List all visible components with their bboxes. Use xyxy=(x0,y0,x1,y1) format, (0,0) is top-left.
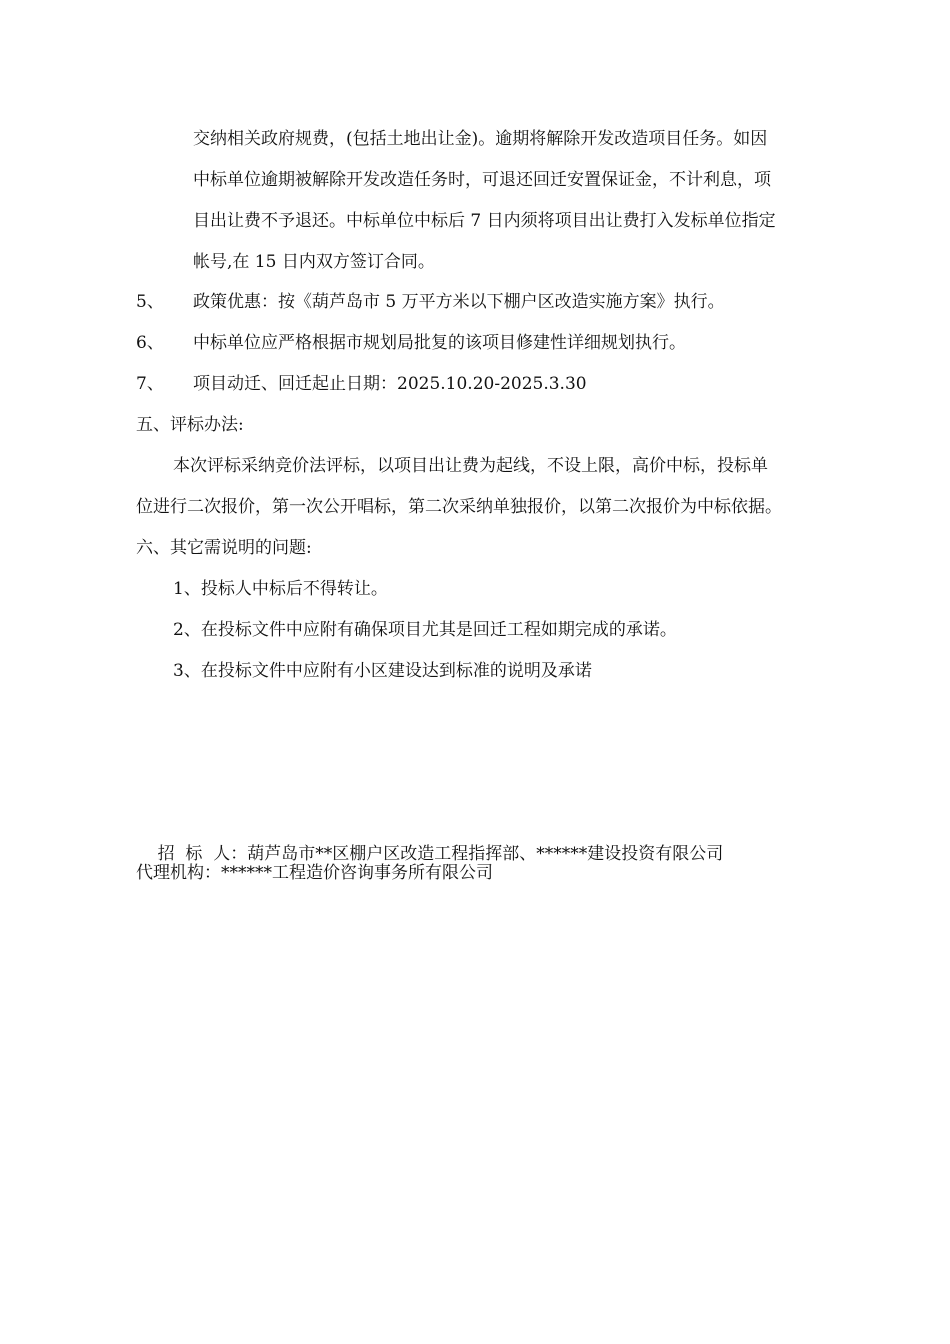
item-number: 6、 xyxy=(136,333,164,353)
body-text-line: 位进行二次报价，第一次公开唱标，第二次采纳单独报价，以第二次报价为中标依据。 xyxy=(136,497,782,517)
agent-value: ******工程造价咨询事务所有限公司 xyxy=(221,863,493,883)
item-text: 政策优惠：按《葫芦岛市 5 万平方米以下棚户区改造实施方案》执行。 xyxy=(193,292,725,312)
section-heading: 五、评标办法: xyxy=(136,415,244,435)
body-text-line: 中标单位逾期被解除开发改造任务时，可退还回迁安置保证金，不计利息，项 xyxy=(193,170,771,190)
tenderer-value: 葫芦岛市**区棚户区改造工程指挥部、******建设投资有限公司 xyxy=(247,844,724,864)
item-text: 项目动迁、回迁起止日期：2025.10.20-2025.3.30 xyxy=(193,374,587,394)
item-text: 中标单位应严格根据市规划局批复的该项目修建性详细规划执行。 xyxy=(193,333,686,353)
body-text-line: 帐号,在 15 日内双方签订合同。 xyxy=(193,252,435,272)
item-number: 5、 xyxy=(136,292,164,312)
body-text-line: 目出让费不予退还。中标单位中标后 7 日内须将项目出让费打入发标单位指定 xyxy=(193,211,776,231)
body-text-line: 交纳相关政府规费，(包括土地出让金)。逾期将解除开发改造项目任务。如因 xyxy=(193,129,768,149)
agent-label: 代理机构： xyxy=(136,863,221,883)
tenderer-label: 招 标 人： xyxy=(157,844,248,864)
list-item: 1、投标人中标后不得转让。 xyxy=(173,579,388,599)
section-heading: 六、其它需说明的问题: xyxy=(136,538,312,558)
list-item: 2、在投标文件中应附有确保项目尤其是回迁工程如期完成的承诺。 xyxy=(173,620,677,640)
list-item: 3、在投标文件中应附有小区建设达到标准的说明及承诺 xyxy=(173,661,592,681)
body-text-line: 本次评标采纳竞价法评标，以项目出让费为起线，不设上限，高价中标，投标单 xyxy=(173,456,768,476)
item-number: 7、 xyxy=(136,374,164,394)
agent-line xyxy=(136,862,493,884)
